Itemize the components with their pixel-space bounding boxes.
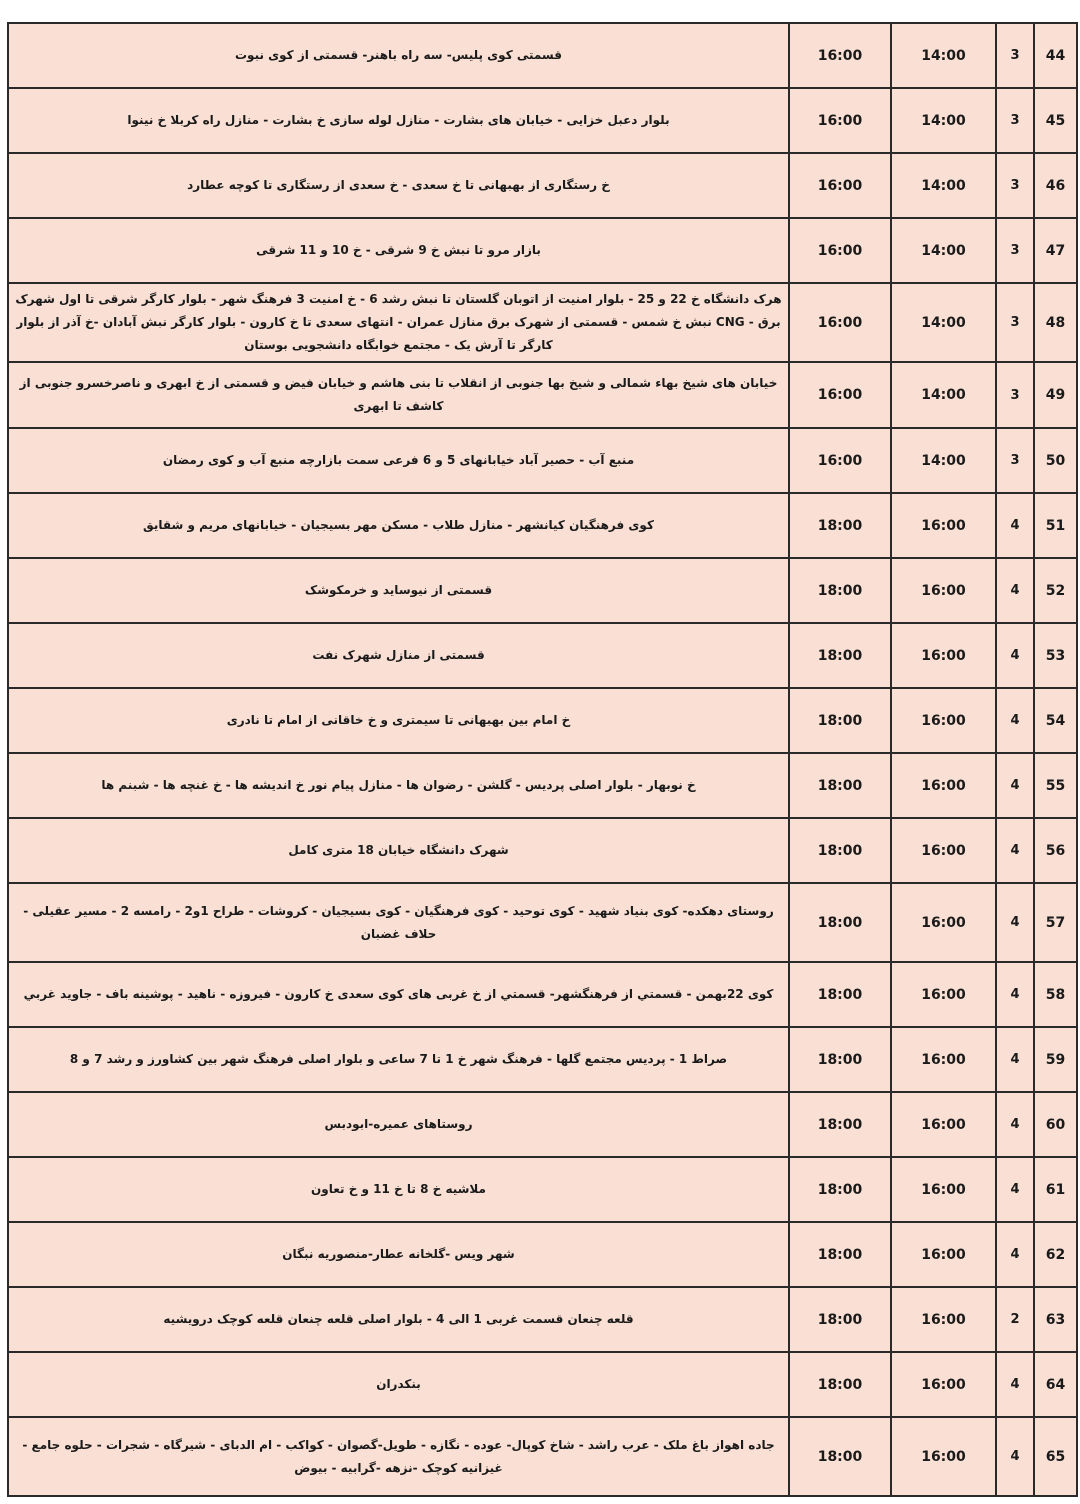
area-description-cell: هرک دانشگاه خ 22 و 25 - بلوار امنیت از اتوبان گلستان تا نبش رشد 6 - خ امنیت 3 فرهنگ شهر - بلوار کارگر شرقی تا اول شهرک برق - CNG نبش خ شمس - قسمتی از شهرک برق منازل عمران - انتهای سعدی تا خ کارون - بلوار کارگر نبش آبادان -خ آذر از بلوار کارگر تا آرش یک - مجتمع خوابگاه دانشجویی بوستان	[8, 283, 789, 362]
row-number-cell: 61	[1034, 1157, 1077, 1222]
table-row	[8, 1222, 1077, 1287]
start-time-cell: 16:00	[891, 1092, 996, 1157]
row-number-cell: 59	[1034, 1027, 1077, 1092]
table-row	[8, 1287, 1077, 1352]
end-time-cell: 18:00	[789, 1352, 891, 1417]
area-description-cell: بازار مرو تا نبش خ 9 شرقی - خ 10 و 11 شرقی	[8, 218, 789, 283]
area-description-cell: قسمتی کوی پلیس- سه راه باهنر- قسمتی از کوی نبوت	[8, 23, 789, 88]
start-time-cell: 16:00	[891, 1222, 996, 1287]
start-time-cell: 16:00	[891, 493, 996, 558]
end-time-cell: 18:00	[789, 1027, 891, 1092]
end-time-cell: 16:00	[789, 23, 891, 88]
group-cell: 2	[996, 1287, 1034, 1352]
table-row	[8, 493, 1077, 558]
table-row	[8, 153, 1077, 218]
group-cell: 4	[996, 962, 1034, 1027]
group-cell: 4	[996, 1027, 1034, 1092]
end-time-cell: 18:00	[789, 1157, 891, 1222]
group-cell: 4	[996, 818, 1034, 883]
table-row	[8, 218, 1077, 283]
start-time-cell: 16:00	[891, 1287, 996, 1352]
table-row	[8, 428, 1077, 493]
start-time-cell: 16:00	[891, 558, 996, 623]
group-cell: 3	[996, 218, 1034, 283]
group-cell: 4	[996, 1157, 1034, 1222]
row-number-cell: 55	[1034, 753, 1077, 818]
area-description-cell: روستاهای عمیره-ابودبس	[8, 1092, 789, 1157]
start-time-cell: 16:00	[891, 688, 996, 753]
group-cell: 4	[996, 883, 1034, 962]
start-time-cell: 16:00	[891, 623, 996, 688]
area-description-cell: کوی 22بهمن - قسمتي از فرهنگشهر- قسمتي از خ غربی های کوی سعدی خ کارون - فیروزه - ناهید - پوشینه باف - جاوید غربي	[8, 962, 789, 1027]
row-number-cell: 51	[1034, 493, 1077, 558]
start-time-cell: 16:00	[891, 883, 996, 962]
end-time-cell: 18:00	[789, 818, 891, 883]
area-description-cell: بنکدران	[8, 1352, 789, 1417]
table-row	[8, 753, 1077, 818]
end-time-cell: 16:00	[789, 88, 891, 153]
row-number-cell: 62	[1034, 1222, 1077, 1287]
area-description-cell: جاده اهواز باغ ملک - عرب راشد - شاخ کوپال- عوده - نگازه - طویل-گصوان - کواکب - ام الدبای - شیرگاه - شجرات - حلوه جامع - غیزانیه کوچک -نزهه -گرابیه - بیوض	[8, 1417, 789, 1496]
group-cell: 4	[996, 493, 1034, 558]
group-cell: 3	[996, 428, 1034, 493]
group-cell: 3	[996, 23, 1034, 88]
end-time-cell: 18:00	[789, 1092, 891, 1157]
row-number-cell: 46	[1034, 153, 1077, 218]
start-time-cell: 14:00	[891, 283, 996, 362]
table-row	[8, 883, 1077, 962]
area-description-cell: روستای دهکده- کوی بنیاد شهید - کوی توحید - کوی فرهنگیان - کوی بسیجیان - کروشات - طراح 1و2 - رامسه 2 - مسیر عقیلی - حلاف غضبان	[8, 883, 789, 962]
area-description-cell: قسمتی از منازل شهرک نفت	[8, 623, 789, 688]
table-row	[8, 688, 1077, 753]
table-row	[8, 283, 1077, 362]
start-time-cell: 14:00	[891, 362, 996, 428]
table-row	[8, 558, 1077, 623]
area-description-cell: خ امام بین بهبهانی تا سیمتری و خ خاقانی از امام تا نادری	[8, 688, 789, 753]
outage-schedule-table	[7, 22, 1078, 1497]
end-time-cell: 18:00	[789, 1222, 891, 1287]
end-time-cell: 18:00	[789, 493, 891, 558]
table-row	[8, 1092, 1077, 1157]
table-row	[8, 88, 1077, 153]
row-number-cell: 65	[1034, 1417, 1077, 1496]
area-description-cell: قلعه چنعان قسمت غربی 1 الی 4 - بلوار اصلی قلعه چنعان قلعه کوچک درویشیه	[8, 1287, 789, 1352]
row-number-cell: 49	[1034, 362, 1077, 428]
row-number-cell: 52	[1034, 558, 1077, 623]
area-description-cell: بلوار دعبل خزایی - خیابان های بشارت - منازل لوله سازی خ بشارت - منازل راه کربلا خ نینوا	[8, 88, 789, 153]
start-time-cell: 16:00	[891, 818, 996, 883]
row-number-cell: 50	[1034, 428, 1077, 493]
row-number-cell: 47	[1034, 218, 1077, 283]
row-number-cell: 56	[1034, 818, 1077, 883]
group-cell: 3	[996, 283, 1034, 362]
start-time-cell: 14:00	[891, 428, 996, 493]
end-time-cell: 16:00	[789, 283, 891, 362]
end-time-cell: 16:00	[789, 362, 891, 428]
start-time-cell: 16:00	[891, 1157, 996, 1222]
start-time-cell: 16:00	[891, 1027, 996, 1092]
group-cell: 3	[996, 153, 1034, 218]
table-row	[8, 1352, 1077, 1417]
area-description-cell: منبع آب - حصیر آباد خیابانهای 5 و 6 فرعی سمت بازارچه منبع آب و کوی رمضان	[8, 428, 789, 493]
end-time-cell: 18:00	[789, 1287, 891, 1352]
end-time-cell: 18:00	[789, 688, 891, 753]
area-description-cell: قسمتی از نیوساید و خرمکوشک	[8, 558, 789, 623]
row-number-cell: 58	[1034, 962, 1077, 1027]
row-number-cell: 64	[1034, 1352, 1077, 1417]
end-time-cell: 18:00	[789, 883, 891, 962]
schedule-rows	[8, 23, 1077, 1496]
group-cell: 4	[996, 1222, 1034, 1287]
end-time-cell: 18:00	[789, 1417, 891, 1496]
group-cell: 4	[996, 1352, 1034, 1417]
row-number-cell: 48	[1034, 283, 1077, 362]
row-number-cell: 53	[1034, 623, 1077, 688]
table-row	[8, 962, 1077, 1027]
row-number-cell: 57	[1034, 883, 1077, 962]
table-row	[8, 1027, 1077, 1092]
table-row	[8, 23, 1077, 88]
end-time-cell: 18:00	[789, 753, 891, 818]
end-time-cell: 18:00	[789, 623, 891, 688]
group-cell: 4	[996, 1092, 1034, 1157]
area-description-cell: خ نوبهار - بلوار اصلی پردیس - گلشن - رضوان ها - منازل پیام نور خ اندیشه ها - خ غنچه ها - شبنم ها	[8, 753, 789, 818]
area-description-cell: خیابان های شیخ بهاء شمالی و شیخ بها جنوبی از انقلاب تا بنی هاشم و خیابان فیض و قسمتی از خ ابهری و ناصرخسرو جنوبی از کاشف تا ابهری	[8, 362, 789, 428]
group-cell: 3	[996, 362, 1034, 428]
row-number-cell: 63	[1034, 1287, 1077, 1352]
row-number-cell: 60	[1034, 1092, 1077, 1157]
end-time-cell: 16:00	[789, 153, 891, 218]
area-description-cell: صراط 1 - پردیس مجتمع گلها - فرهنگ شهر خ 1 تا 7 ساعی و بلوار اصلی فرهنگ شهر بین کشاورز و رشد 7 و 8	[8, 1027, 789, 1092]
start-time-cell: 16:00	[891, 1352, 996, 1417]
group-cell: 4	[996, 1417, 1034, 1496]
area-description-cell: خ رستگاری از بهبهانی تا خ سعدی - خ سعدی از رستگاری تا کوچه عطارد	[8, 153, 789, 218]
end-time-cell: 18:00	[789, 558, 891, 623]
start-time-cell: 16:00	[891, 1417, 996, 1496]
start-time-cell: 14:00	[891, 23, 996, 88]
group-cell: 4	[996, 558, 1034, 623]
area-description-cell: شهرک دانشگاه خیابان 18 متری کامل	[8, 818, 789, 883]
area-description-cell: ملاشیه خ 8 تا خ 11 و خ تعاون	[8, 1157, 789, 1222]
start-time-cell: 14:00	[891, 153, 996, 218]
table-row	[8, 1157, 1077, 1222]
row-number-cell: 54	[1034, 688, 1077, 753]
group-cell: 4	[996, 688, 1034, 753]
group-cell: 3	[996, 88, 1034, 153]
area-description-cell: کوی فرهنگیان کیانشهر - منازل طلاب - مسکن مهر بسیجیان - خیابانهای مریم و شقایق	[8, 493, 789, 558]
group-cell: 4	[996, 623, 1034, 688]
start-time-cell: 16:00	[891, 962, 996, 1027]
start-time-cell: 16:00	[891, 753, 996, 818]
start-time-cell: 14:00	[891, 218, 996, 283]
end-time-cell: 16:00	[789, 218, 891, 283]
end-time-cell: 18:00	[789, 962, 891, 1027]
end-time-cell: 16:00	[789, 428, 891, 493]
start-time-cell: 14:00	[891, 88, 996, 153]
area-description-cell: شهر ویس -گلخانه عطار-منصوریه نبگان	[8, 1222, 789, 1287]
group-cell: 4	[996, 753, 1034, 818]
row-number-cell: 45	[1034, 88, 1077, 153]
table-row	[8, 818, 1077, 883]
table-row	[8, 623, 1077, 688]
row-number-cell: 44	[1034, 23, 1077, 88]
table-row	[8, 1417, 1077, 1496]
table-row	[8, 362, 1077, 428]
